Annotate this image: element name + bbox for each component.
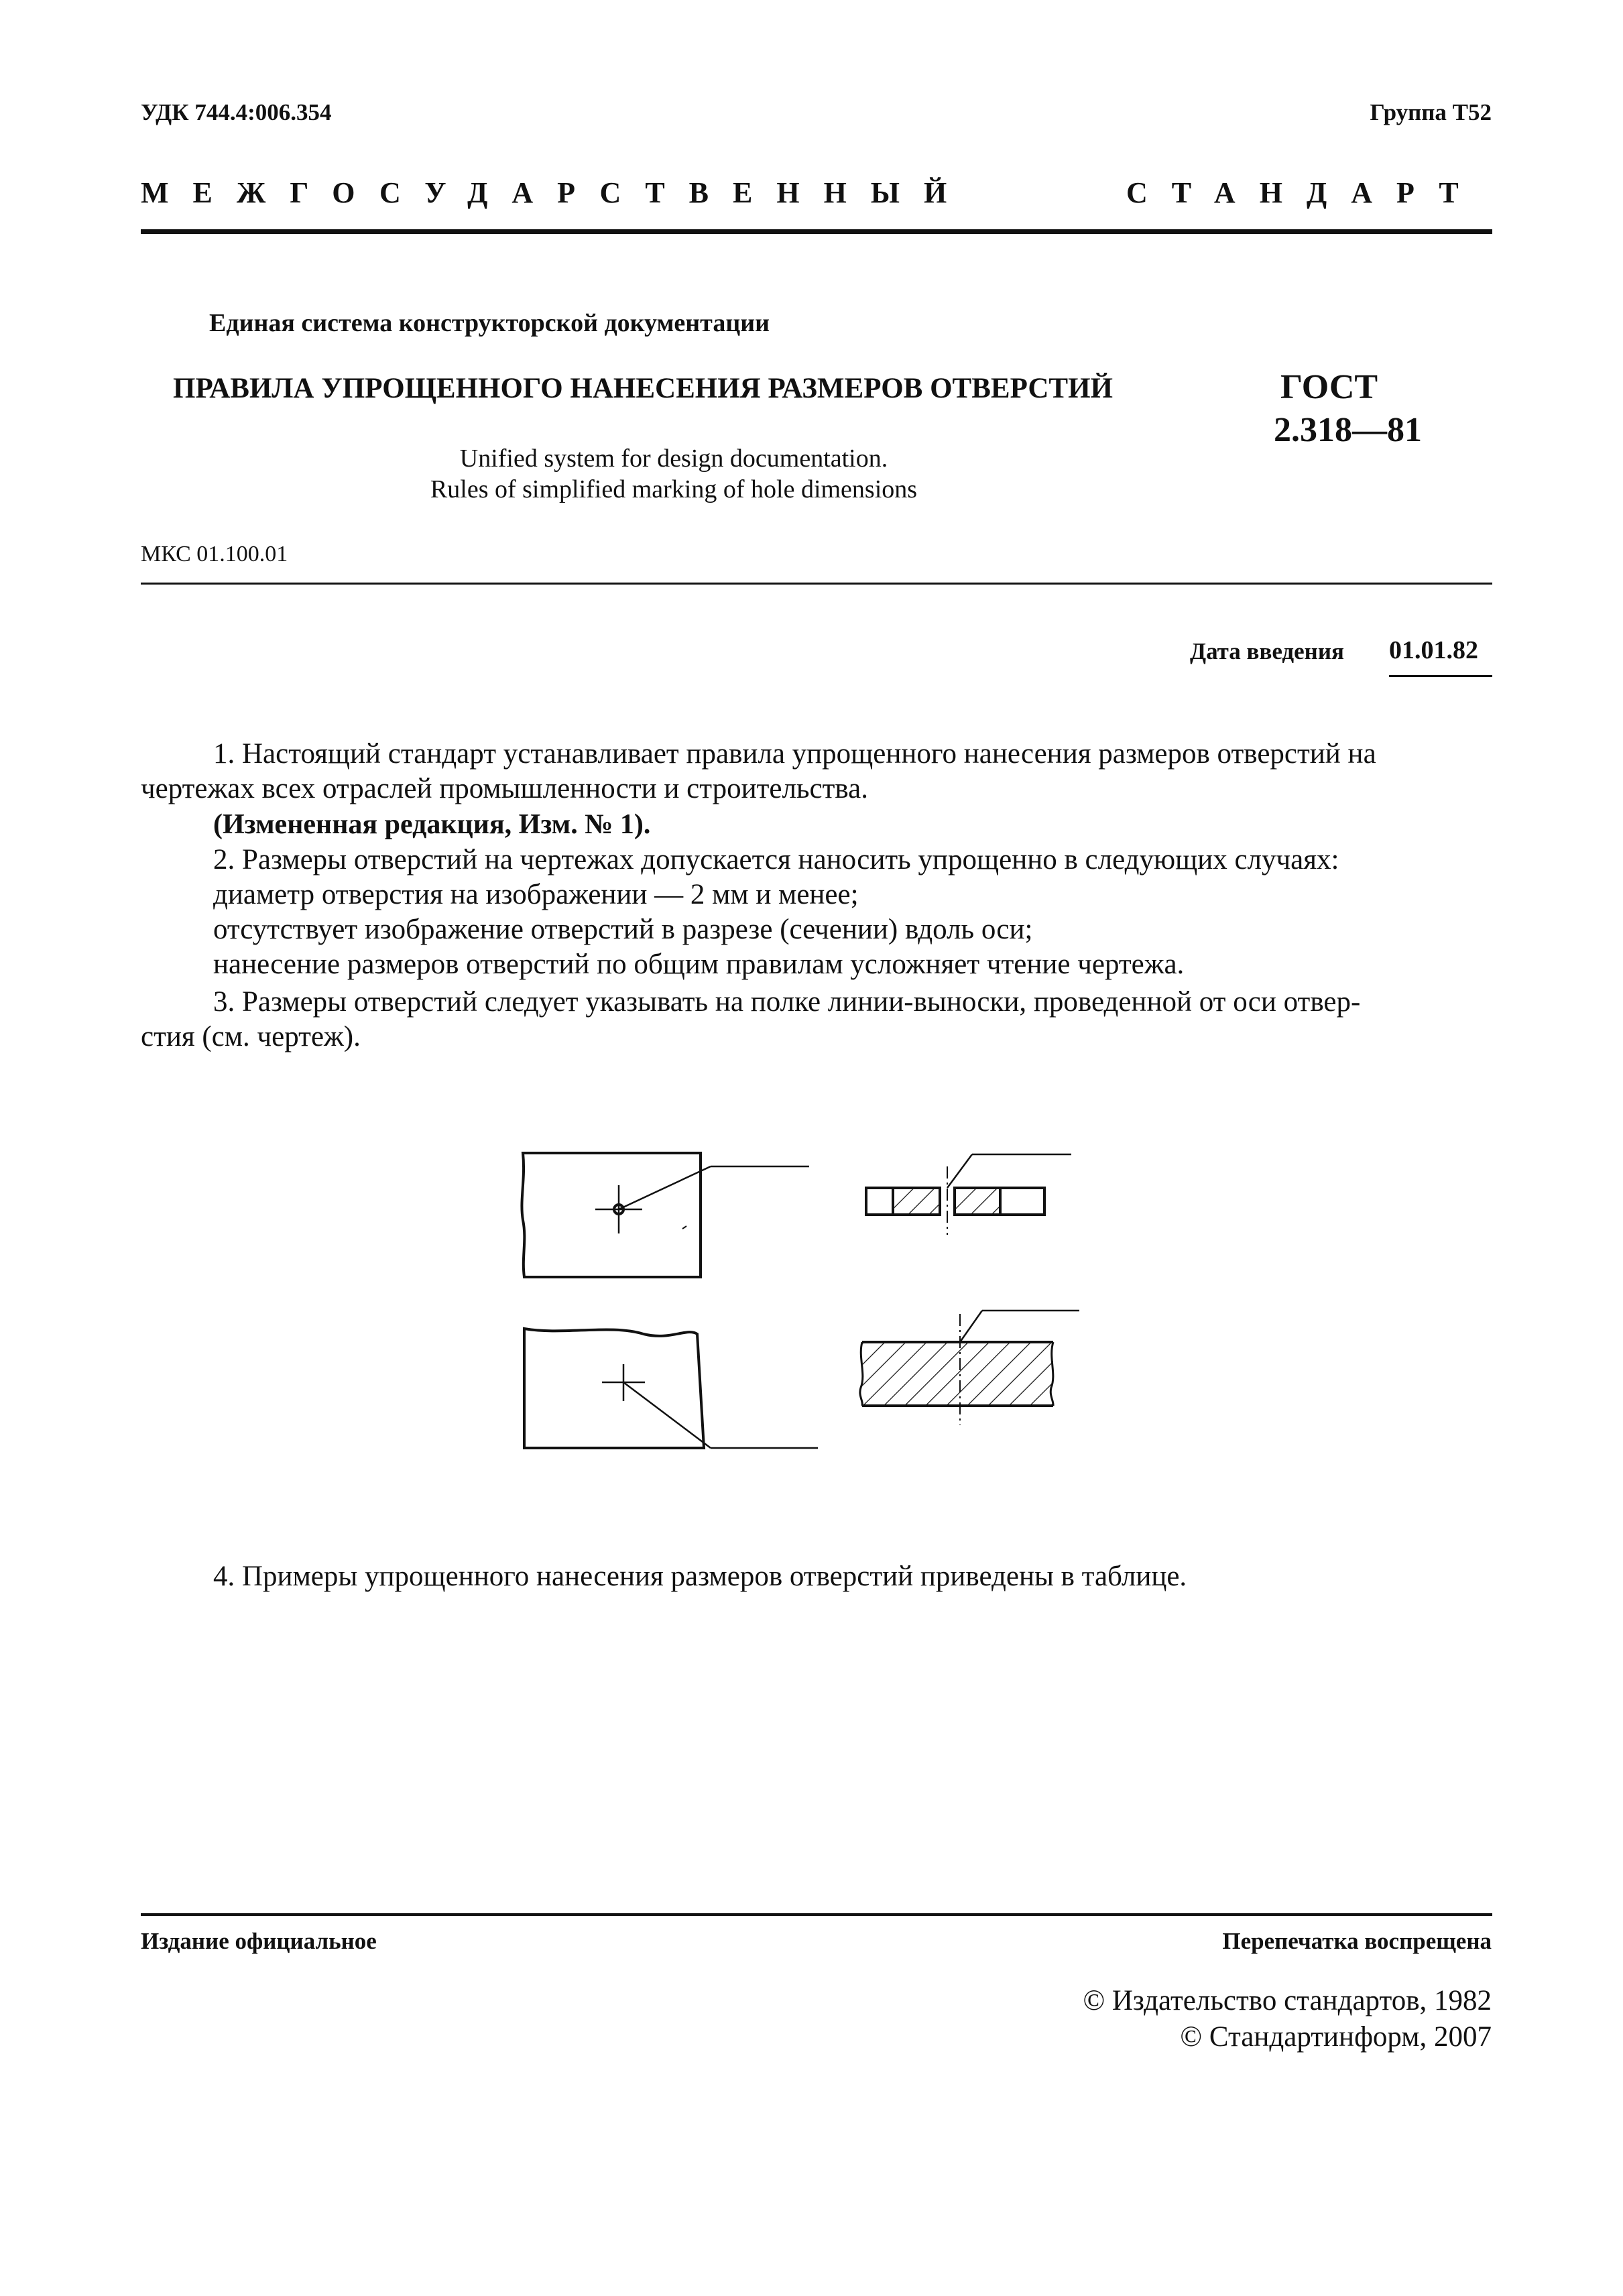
copyright-line2: © Стандартинформ, 2007	[1180, 2021, 1492, 2053]
paragraph-2-line1: 2. Размеры отверстий на чертежах допускается наносить упрощенно в следующих случаях:	[213, 844, 1339, 875]
paragraph-3-line1: 3. Размеры отверстий следует указывать на полке линии-выноски, проведенной от оси отвер-	[213, 986, 1361, 1018]
footer-rule	[141, 1913, 1492, 1916]
mks-code: МКС 01.100.01	[141, 542, 288, 566]
amendment-note: (Измененная редакция, Изм. № 1).	[213, 809, 651, 840]
document-title: ПРАВИЛА УПРОЩЕННОГО НАНЕСЕНИЯ РАЗМЕРОВ ОТВЕРСТИЙ	[173, 373, 1113, 404]
paragraph-2-line3: отсутствует изображение отверстий в разрезе (сечении) вдоль оси;	[213, 914, 1033, 945]
official-edition-note: Издание официальное	[141, 1928, 377, 1954]
header-rule	[141, 229, 1492, 234]
paragraph-4: 4. Примеры упрощенного нанесения размеров отверстий приведены в таблице.	[213, 1561, 1187, 1592]
plate-view-top	[522, 1153, 809, 1277]
group-code: Группа Т52	[1370, 99, 1492, 125]
section-thick-bottom	[860, 1311, 1079, 1425]
section-thin-top	[866, 1154, 1071, 1235]
udk-code: УДК 744.4:006.354	[141, 99, 332, 125]
series-title: Единая система конструкторской документации	[209, 309, 770, 337]
introduction-date: 01.01.82	[1389, 636, 1478, 664]
paragraph-1-line2: чертежах всех отраслей промышленности и строительства.	[141, 773, 868, 804]
reprint-prohibited-note: Перепечатка воспрещена	[1222, 1928, 1492, 1954]
copyright-line1: © Издательство стандартов, 1982	[1083, 1985, 1492, 2016]
english-title-line2: Rules of simplified marking of hole dimensions	[430, 475, 918, 503]
english-title-line1: Unified system for design documentation.	[459, 444, 888, 473]
title-rule	[141, 583, 1492, 585]
banner-standard: СТАНДАРТ	[1126, 176, 1483, 209]
gost-label: ГОСТ	[1280, 368, 1378, 406]
paragraph-2-line2: диаметр отверстия на изображении — 2 мм и менее;	[213, 879, 859, 910]
paragraph-1-line1: 1. Настоящий стандарт устанавливает правила упрощенного нанесения размеров отверстий на	[213, 738, 1376, 770]
hole-dimension-drawing	[509, 1133, 1113, 1495]
paragraph-2-line4: нанесение размеров отверстий по общим правилам усложняет чтение чертежа.	[213, 949, 1185, 980]
banner-interstate: МЕЖГОСУДАРСТВЕННЫЙ	[141, 176, 971, 209]
plate-view-bottom	[524, 1329, 818, 1448]
paragraph-3-line2: стия (см. чертеж).	[141, 1021, 361, 1052]
date-underline	[1389, 675, 1492, 677]
gost-number: 2.318—81	[1274, 411, 1422, 449]
introduction-date-label: Дата введения	[1190, 638, 1344, 664]
